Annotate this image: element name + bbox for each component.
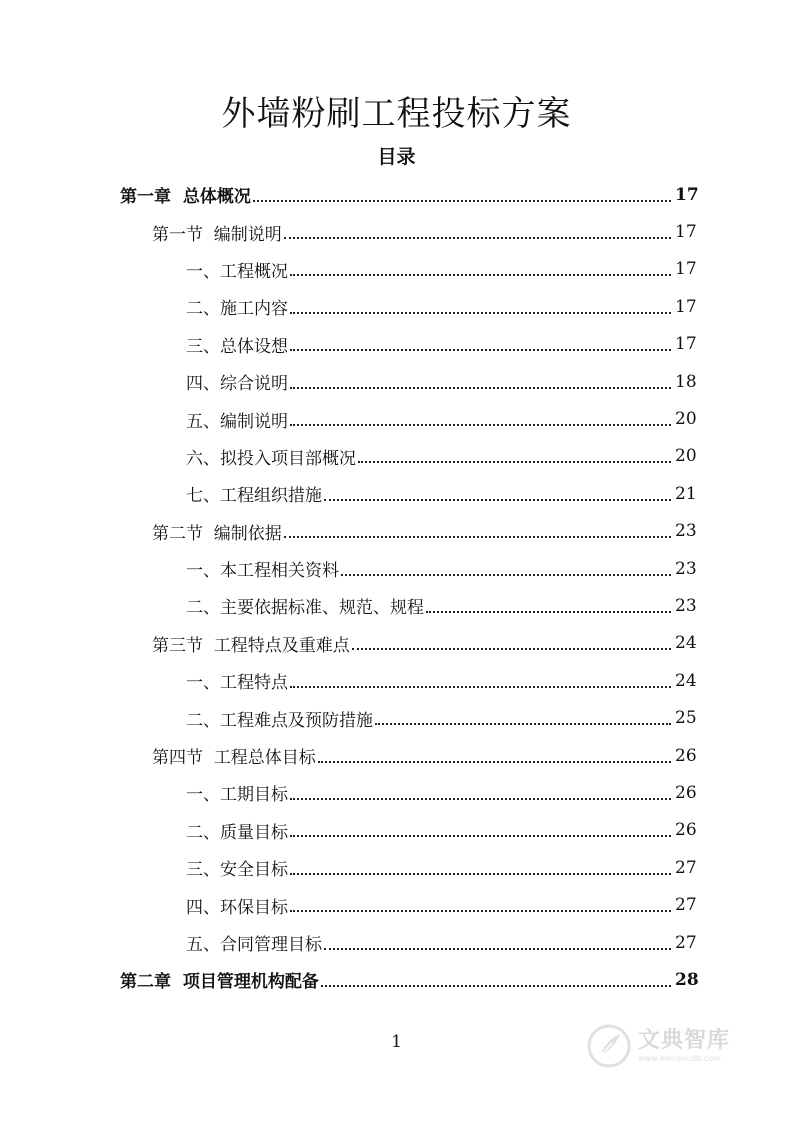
toc-subsection-entry[interactable] — [0, 699, 793, 736]
toc-chapter-entry[interactable] — [0, 176, 793, 213]
watermark-url: www.wendoudb.com — [638, 1053, 721, 1063]
toc-entry-label: 七、工程组织措施 — [186, 486, 322, 507]
toc-entry-page: 17 — [675, 222, 697, 243]
toc-entry-label: 第四节 工程总体目标 — [152, 748, 316, 769]
toc-heading: 目录 — [377, 146, 416, 168]
toc-dot-leader — [290, 274, 671, 276]
toc-subsection-entry[interactable] — [0, 475, 793, 512]
toc-subsection-entry[interactable] — [0, 326, 793, 363]
toc-dot-leader — [290, 835, 671, 837]
toc-entry-page: 20 — [675, 446, 697, 467]
toc-chapter-entry[interactable] — [0, 961, 793, 998]
toc-dot-leader — [290, 349, 671, 351]
toc-dot-leader — [318, 761, 671, 763]
toc-entry-label: 一、本工程相关资料 — [186, 561, 339, 582]
toc-section-entry[interactable] — [0, 625, 793, 662]
toc-subsection-entry[interactable] — [0, 400, 793, 437]
toc-entry-page: 25 — [675, 708, 697, 729]
toc-entry-page: 20 — [675, 409, 697, 430]
feather-logo-icon — [586, 1023, 632, 1069]
toc-subsection-entry[interactable] — [0, 812, 793, 849]
toc-entry-label: 四、综合说明 — [186, 374, 288, 395]
toc-dot-leader — [290, 312, 671, 314]
toc-entry-page: 27 — [675, 857, 697, 878]
toc-entry-label: 二、工程难点及预防措施 — [186, 710, 373, 731]
toc-dot-leader — [290, 686, 671, 688]
toc-entry-page: 27 — [675, 932, 697, 953]
document-title: 外墙粉刷工程投标方案 — [221, 94, 572, 134]
toc-entry-page: 17 — [675, 259, 697, 280]
toc-entry-page: 26 — [675, 782, 697, 803]
toc-section-entry[interactable] — [0, 213, 793, 250]
toc-dot-leader — [253, 200, 671, 202]
toc-entry-label: 一、工程概况 — [186, 261, 288, 282]
toc-dot-leader — [290, 873, 671, 875]
toc-section-entry[interactable] — [0, 737, 793, 774]
toc-entry-page: 17 — [675, 334, 697, 355]
toc-entry-page: 17 — [675, 184, 699, 205]
toc-entry-page: 24 — [675, 670, 697, 691]
toc-entry-label: 五、合同管理目标 — [186, 935, 322, 955]
toc-dot-leader — [290, 910, 671, 912]
toc-entry-page: 28 — [675, 969, 699, 990]
watermark-text — [638, 1027, 731, 1063]
toc-entry-label: 五、编制说明 — [186, 411, 288, 432]
toc-entry-label: 二、主要依据标准、规范、规程 — [186, 598, 424, 619]
page-number: 1 — [391, 1032, 402, 1052]
toc-dot-leader — [341, 574, 671, 576]
toc-entry-page: 18 — [675, 371, 697, 392]
toc-subsection-entry[interactable] — [0, 774, 793, 811]
toc-dot-leader — [290, 424, 671, 426]
toc-subsection-entry[interactable] — [0, 849, 793, 886]
toc-entry-page: 27 — [675, 895, 697, 916]
toc-subsection-entry[interactable] — [0, 587, 793, 624]
toc-entry-label: 第一节 编制说明 — [152, 224, 282, 245]
toc-dot-leader — [352, 648, 671, 650]
toc-entry-page: 23 — [675, 595, 697, 616]
toc-entry-label: 六、拟投入项目部概况 — [186, 448, 356, 469]
watermark-name: 文典智库 — [638, 1027, 731, 1053]
toc-entry-label: 第二章 项目管理机构配备 — [120, 972, 319, 993]
toc-dot-leader — [290, 798, 671, 800]
toc-dot-leader — [321, 985, 671, 987]
toc-subsection-entry[interactable] — [0, 550, 793, 587]
toc-entry-page: 26 — [675, 820, 697, 841]
toc-subsection-entry[interactable] — [0, 886, 793, 923]
toc-entry-label: 第三节 工程特点及重难点 — [152, 635, 350, 656]
toc-entry-page: 23 — [675, 521, 697, 542]
toc-dot-leader — [284, 536, 671, 538]
toc-dot-leader — [324, 948, 671, 950]
toc-entry-label: 一、工期目标 — [186, 785, 288, 806]
toc-entry-label: 四、环保目标 — [186, 897, 288, 918]
toc-dot-leader — [426, 611, 671, 613]
toc-subsection-entry[interactable] — [0, 288, 793, 325]
watermark — [586, 1018, 756, 1074]
toc-dot-leader — [290, 387, 671, 389]
toc-entry-page: 26 — [675, 745, 697, 766]
table-of-contents — [0, 176, 793, 999]
toc-entry-page: 23 — [675, 558, 697, 579]
toc-entry-label: 三、总体设想 — [186, 336, 288, 357]
toc-entry-label: 第一章 总体概况 — [120, 187, 251, 208]
toc-entry-label: 二、施工内容 — [186, 299, 288, 320]
toc-subsection-entry[interactable] — [0, 251, 793, 288]
toc-subsection-entry[interactable] — [0, 662, 793, 699]
toc-subsection-entry[interactable] — [0, 438, 793, 475]
toc-entry-page: 21 — [675, 483, 697, 504]
toc-entry-page: 24 — [675, 633, 697, 654]
toc-section-entry[interactable] — [0, 513, 793, 550]
toc-entry-label: 第二节 编制依据 — [152, 523, 282, 544]
toc-subsection-entry[interactable] — [0, 924, 793, 961]
toc-entry-label: 一、工程特点 — [186, 673, 288, 694]
toc-entry-label: 三、安全目标 — [186, 860, 288, 881]
toc-dot-leader — [284, 237, 671, 239]
toc-entry-page: 17 — [675, 296, 697, 317]
toc-dot-leader — [358, 461, 671, 463]
toc-subsection-entry[interactable] — [0, 363, 793, 400]
toc-entry-label: 二、质量目标 — [186, 822, 288, 843]
toc-dot-leader — [324, 499, 671, 501]
toc-dot-leader — [375, 723, 671, 725]
